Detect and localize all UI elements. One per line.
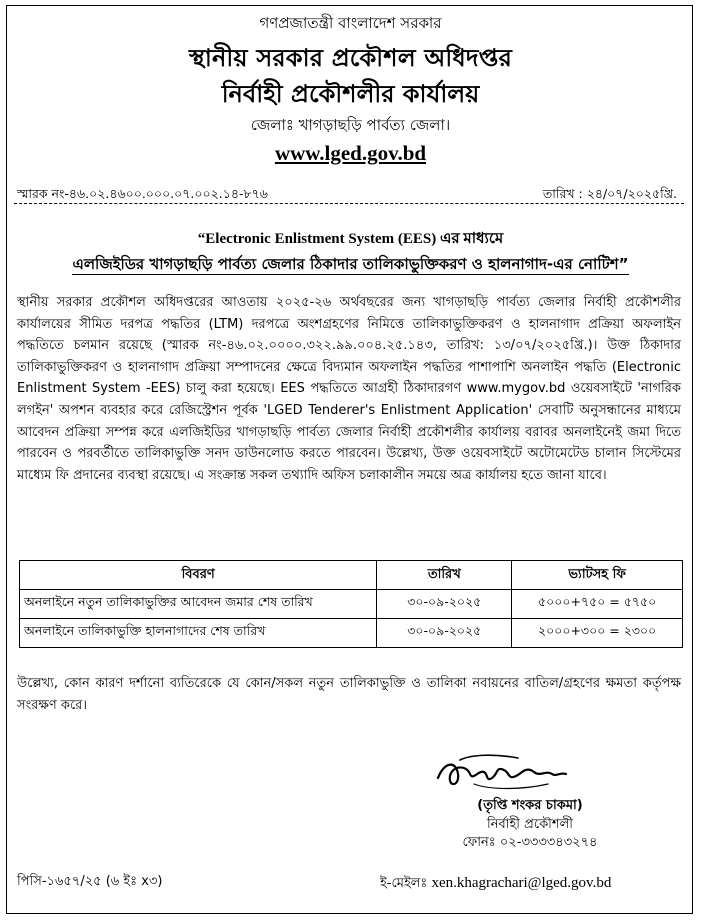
table-row xyxy=(20,619,683,648)
row-fee: ২০০০+৩০০ = ২৩০০ xyxy=(512,619,683,648)
signatory-phone: ফোনঃ ০২-৩৩৩৩৪৩২৭৪ xyxy=(462,835,598,850)
header-description: বিবরণ xyxy=(20,561,377,590)
signature-image xyxy=(430,748,580,796)
row-date: ৩০-০৯-২০২৫ xyxy=(377,619,512,648)
signatory-email-line xyxy=(380,874,611,895)
department-name: স্থানীয় সরকার প্রকৌশল অধিদপ্তর xyxy=(189,44,512,72)
row-description: অনলাইনে তালিকাভুক্তি হালনাগাদের শেষ তারিখ xyxy=(20,619,377,648)
subject-line-1: “Electronic Enlistment System (EES) এর মাধ্যমে xyxy=(197,231,504,247)
divider xyxy=(14,203,684,204)
govt-name: গণপ্রজাতন্ত্রী বাংলাদেশ সরকার xyxy=(259,14,442,32)
row-fee: ৫০০০+৭৫০ = ৫৭৫০ xyxy=(512,590,683,619)
pc-reference: পিসি-১৬৫৭/২৫ (৬ ইঃ x৩) xyxy=(17,874,163,889)
signatory-title: নির্বাহী প্রকৌশলী xyxy=(486,816,573,832)
office-name: নির্বাহী প্রকৌশলীর কার্যালয় xyxy=(221,80,480,108)
notice-body: স্থানীয় সরকার প্রকৌশল অধিদপ্তরের আওতায় ২০২৫-২৬ অর্থবছরের জন্য খাগড়াছড়ি পার্বত্য জেলার নির্বাহী প্রকৌশলীর কার্যালয়ের সীমিত দরপত্র পদ্ধতির (LTM) দরপত্রে অংশগ্রহণের নিমিত্তে তালিকাভুক্তিকরণ ও হালনাগাদ প্রক্রিয়া অফলাইন পদ্ধতিতে চলমান রয়েছে (স্মারক নং-৪৬.০২.০০০০.৩২২.৯৯.০০৪.২৫.১৪৩, তারিখ: ১৩/০৭/২০২৫খ্রি.)। উক্ত ঠিকাদার তালিকাভুক্তিকরণ ও হালনাগাদ প্রক্রিয়া সম্পাদনের ক্ষেত্রে বিদ্যমান অফলাইন পদ্ধতির পাশাপাশি অনলাইন পদ্ধতি (Electronic Enlistment System -EES) চালু করা হয়েছে। EES পদ্ধতিতে আগ্রহী ঠিকাদারগণ www.mygov.bd ওয়েবসাইটে 'নাগরিক লগইন' অপশন ব্যবহার করে রেজিস্ট্রেশন পূর্বক 'LGED Tenderer's Enlistment Application' সেবাটি অনুসন্ধানের মাধ্যমে আবেদন প্রক্রিয়া সম্পন্ন করে এলজিইডির খাগড়াছড়ি পার্বত্য জেলার নির্বাহী প্রকৌশলীর কার্যালয় বরাবর অনলাইনেই জমা দিতে পারবেন ও পরবর্তীতে তালিকাভুক্তি সনদ ডাউনলোড করতে পারবেন। উল্লেখ্য, উক্ত ওয়েবসাইটে অটোমেটেড চালান সিস্টেমের মাধ্যেম ফি প্রদানের ব্যবস্থা রয়েছে। এ সংক্রান্ত সকল তথ্যাদি অফিস চলাকালীন সময়ে অত্র কার্যালয় হতে জানা যাবে। xyxy=(17,295,681,483)
fee-table xyxy=(19,560,683,648)
district-name: জেলাঃ খাগড়াছড়ি পার্বত্য জেলা। xyxy=(250,116,451,134)
email-address[interactable]: xen.khagrachari@lged.gov.bd xyxy=(431,875,612,891)
header-date: তারিখ xyxy=(377,561,512,590)
email-label: ই-মেইলঃ xyxy=(380,876,428,891)
website-link[interactable]: www.lged.gov.bd xyxy=(274,141,427,165)
memo-number: স্মারক নং-৪৬.০২.৪৬০০.০০০.০৭.০০২.১৪-৮৭৬ xyxy=(17,186,268,201)
subject-line-2 xyxy=(0,253,701,278)
row-date: ৩০-০৯-২০২৫ xyxy=(377,590,512,619)
memo-date: তারিখ : ২৪/০৭/২০২৫খ্রি. xyxy=(542,186,677,201)
signatory-block xyxy=(400,797,660,853)
subject-line-2-text: এলজিইডির খাগড়াছড়ি পার্বত্য জেলার ঠিকাদার তালিকাভুক্তিকরণ ও হালনাগাদ-এর নোটিশ” xyxy=(72,255,629,273)
header-fee: ভ্যাটসহ ফি xyxy=(512,561,683,590)
table-header-row xyxy=(20,561,683,590)
row-description: অনলাইনে নতুন তালিকাভুক্তির আবেদন জমার শেষ তারিখ xyxy=(20,590,377,619)
signatory-name: (তৃপ্তি শংকর চাকমা) xyxy=(477,798,583,813)
disclaimer-note: উল্লেখ্য, কোন কারণ দর্শানো ব্যতিরেকে যে কোন/সকল নতুন তালিকাভুক্তি ও তালিকা নবায়নের বাতিল/গ্রহণের ক্ষমতা কর্তৃপক্ষ সংরক্ষণ করে। xyxy=(17,676,681,713)
table-row xyxy=(20,590,683,619)
